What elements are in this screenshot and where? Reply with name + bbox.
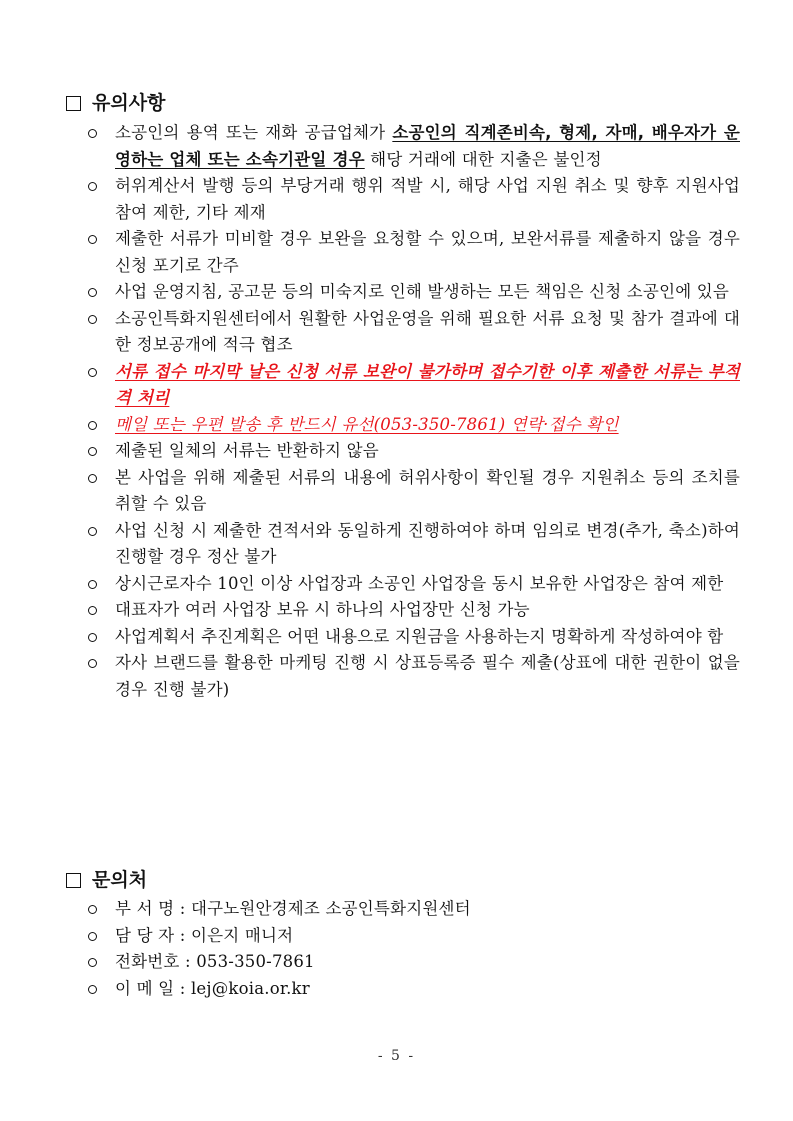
circle-bullet-icon	[88, 932, 97, 941]
circle-bullet-icon	[88, 129, 97, 138]
list-item: 소공인특화지원센터에서 원활한 사업운영을 위해 필요한 서류 요청 및 참가 결과에 대한 정보공개에 적극 협조	[88, 306, 740, 359]
square-bullet-icon	[66, 873, 81, 888]
emphasized-text: 소공인의 직계존비속, 형제, 자매, 배우자가 운영하는 업체 또는 소속기관일 경우	[115, 123, 740, 169]
contact-reminder-text: 메일 또는 우편 발송 후 반드시 유선(053-350-7861) 연락·접수 확인	[115, 414, 619, 434]
list-item: 사업 운영지침, 공고문 등의 미숙지로 인해 발생하는 모든 책임은 신청 소공인에 있음	[88, 279, 740, 306]
circle-bullet-icon	[88, 368, 97, 377]
list-item: 본 사업을 위해 제출된 서류의 내용에 허위사항이 확인될 경우 지원취소 등의 조치를 취할 수 있음	[88, 465, 740, 518]
notes-heading	[66, 91, 165, 115]
circle-bullet-icon	[88, 288, 97, 297]
contact-title: 문의처	[92, 869, 148, 891]
circle-bullet-icon	[88, 447, 97, 456]
list-item: 자사 브랜드를 활용한 마케팅 진행 시 상표등록증 필수 제출(상표에 대한 권한이 없을 경우 진행 불가)	[88, 650, 740, 703]
circle-bullet-icon	[88, 315, 97, 324]
circle-bullet-icon	[88, 527, 97, 536]
circle-bullet-icon	[88, 905, 97, 914]
circle-bullet-icon	[88, 958, 97, 967]
list-item: 사업 신청 시 제출한 견적서와 동일하게 진행하여야 하며 임의로 변경(추가, 축소)하여 진행할 경우 정산 불가	[88, 518, 740, 571]
contact-email: 이 메 일 : lej@koia.or.kr	[88, 976, 740, 1003]
list-item	[88, 412, 740, 439]
contact-heading	[66, 868, 147, 892]
circle-bullet-icon	[88, 633, 97, 642]
list-item: 제출한 서류가 미비할 경우 보완을 요청할 수 있으며, 보완서류를 제출하지 않을 경우 신청 포기로 간주	[88, 226, 740, 279]
notes-title: 유의사항	[92, 92, 166, 114]
warning-text: 서류 접수 마지막 날은 신청 서류 보완이 불가하며 접수기한 이후 제출한 서류는 부적격 처리	[115, 361, 740, 407]
list-item: 상시근로자수 10인 이상 사업장과 소공인 사업장을 동시 보유한 사업장은 참여 제한	[88, 571, 740, 598]
circle-bullet-icon	[88, 235, 97, 244]
list-item: 소공인의 용역 또는 재화 공급업체가 소공인의 직계존비속, 형제, 자매, 배우자가 운영하는 업체 또는 소속기관일 경우 해당 거래에 대한 지출은 불인정	[88, 120, 740, 173]
contact-department: 부 서 명 : 대구노원안경제조 소공인특화지원센터	[88, 896, 740, 923]
notes-list	[88, 120, 740, 703]
contact-list	[88, 896, 740, 1002]
square-bullet-icon	[66, 96, 81, 111]
contact-phone: 전화번호 : 053-350-7861	[88, 949, 740, 976]
list-item	[88, 359, 740, 412]
circle-bullet-icon	[88, 985, 97, 994]
list-item: 허위계산서 발행 등의 부당거래 행위 적발 시, 해당 사업 지원 취소 및 향후 지원사업 참여 제한, 기타 제재	[88, 173, 740, 226]
circle-bullet-icon	[88, 580, 97, 589]
list-item: 제출된 일체의 서류는 반환하지 않음	[88, 438, 740, 465]
contact-manager: 담 당 자 : 이은지 매니저	[88, 923, 740, 950]
list-item: 대표자가 여러 사업장 보유 시 하나의 사업장만 신청 가능	[88, 597, 740, 624]
circle-bullet-icon	[88, 182, 97, 191]
list-item: 사업계획서 추진계획은 어떤 내용으로 지원금을 사용하는지 명확하게 작성하여야 함	[88, 624, 740, 651]
circle-bullet-icon	[88, 474, 97, 483]
circle-bullet-icon	[88, 421, 97, 430]
page-number: - 5 -	[377, 1048, 416, 1064]
circle-bullet-icon	[88, 659, 97, 668]
circle-bullet-icon	[88, 606, 97, 615]
